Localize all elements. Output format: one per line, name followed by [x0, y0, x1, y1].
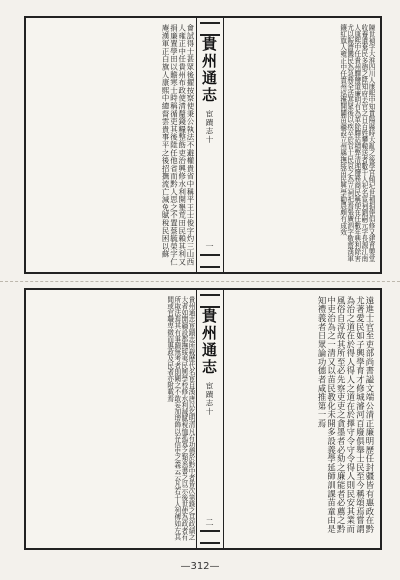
lower-left-panel	[32, 296, 194, 542]
fish-tail-bottom	[200, 254, 220, 268]
upper-left-panel	[32, 24, 194, 266]
upper-left-text: 會試得士甚眾後擢按察使秉公執法不避權貴省中稱平王士俊字灼三山西人雍正中任貴州布政使清釐錢糧整飭吏治興修水利開墾荒田民賴其利又捐廉置學田以贍寒士時稱循吏其後陞任他省而黔人思之不置蔡毓榮字仁庵漢軍正白旗人康熙中總督雲貴事平之後招撫流亡減免賦稅民困以蘇	[161, 24, 195, 266]
fish-tail-top	[200, 294, 220, 308]
fish-tail-top	[200, 22, 220, 36]
lower-right-panel	[226, 296, 374, 542]
page-number: —312—	[180, 561, 220, 572]
upper-right-panel	[226, 24, 374, 266]
banxin-title: 貴州通志	[200, 36, 218, 104]
juan-label: 宦蹟志十	[205, 110, 214, 144]
upper-right-text: 陳世禎字大淮四川人康熙中知貴陽縣時大亂之後學宮傾圮世禎捐俸倡修又建育嬰堂收養遺棄民多德之陞知府去官之日百姓攀轅送者數千人祀名宦祠劉嗣元字長源江南人康熙中任貴州驛鹽道廉明有為革除驛站積弊清理鹽務商民稱便在任數年興利除害尤以賑濟饑民為急務全活甚眾後以疾卒於官士民哀之為立祠祀焉張廣泗字敬齋漢軍鑲紅旗人雍正中任貴州巡撫開闢苗疆設立州縣撫綏苗民興學勸農頗有成效	[338, 24, 375, 262]
upper-banxin	[196, 18, 224, 272]
lower-right-text: 遠進士官至吏部尚書謚文端公清正廉明歷任封疆皆有惠政在黔尤著愛民如子興學育才修城濬河百廢俱舉士民至今稱頌焉嘗謂為治之道在於得人得人之道在於擇守令守令得人則民安其業而風俗自淳故其所至必先察吏吏之貪墨者必劾之廉能者必薦之黔中吏治為之一清又以苗民教化未開多設義學延師訓課苗童由是知禮義者日眾論功德者咸推第一焉	[317, 296, 375, 534]
lower-left-text: 貴州通志宦蹟志所載歷代名宦自漢唐以迄明清凡有功德於黔中者皆次第錄之其政績之大者如開疆設郡撫綏夷民興學校修水利減賦稅恤孤寡之類悉書之以示後世使為政者有所取法焉其有事蹟無考者則闕之不敢妄加增飾以存信史之義云云凡若干人列傳如左其間或官職卑微而惠政及民者亦附載焉	[165, 296, 195, 541]
folio-number: 一	[205, 242, 214, 250]
fold-line	[0, 281, 400, 282]
juan-label: 宦蹟志十	[205, 382, 214, 416]
upper-leaf	[24, 16, 382, 274]
banxin-title: 貴州通志	[200, 308, 218, 376]
fish-tail-bottom	[200, 530, 220, 544]
lower-leaf	[24, 288, 382, 550]
folio-number: 二	[205, 518, 214, 526]
lower-banxin	[196, 290, 224, 548]
